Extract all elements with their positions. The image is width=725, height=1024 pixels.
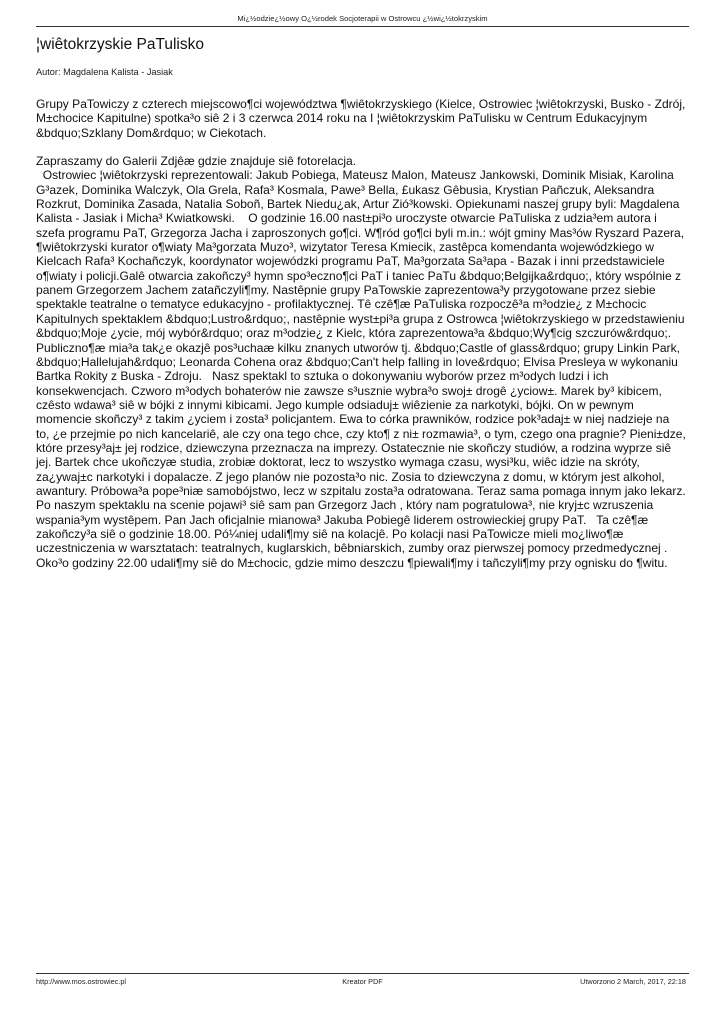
article-content xyxy=(36,97,689,570)
article-intro: Grupy PaTowiczy z czterech miejscowo¶ci województwa ¶wiêtokrzyskiego (Kielce, Ostrowiec ¦wiêtokrzyski, Busko - Zdrój, M±chocice Kapitulne) spotka³o siê 2 i 3 czerwca 2014 roku na I ¦wiêtokrzyskim PaTulisku w Centrum Edukacyjnym &bdquo;Szklany Dom&rdquo; w Ciekotach. xyxy=(36,97,689,140)
header-divider xyxy=(36,26,689,27)
page-header: Mi¿½odzie¿½owy O¿½rodek Socjoterapii w Ostrowcu ¿½wi¿½tokrzyskim xyxy=(237,14,488,23)
site-link[interactable]: http://www.mos.ostrowiec.pl xyxy=(36,977,127,986)
footer-created-date: Utworzono 2 March, 2017, 22:18 xyxy=(580,977,686,986)
footer-generator: Kreator PDF xyxy=(342,977,383,986)
footer-divider xyxy=(36,973,689,974)
article-body: Zapraszamy do Galerii Zdjêæ gdzie znajduje siê fotorelacja. Ostrowiec ¦wiêtokrzyski reprezentowali: Jakub Pobiega, Mateusz Malon, Mateusz Jankowski, Dominik Misiak, Karolina G³azek, Dominika Walczyk, Ola Grela, Rafa³ Kosmala, Pawe³ Bella, £ukasz Gêbusia, Krystian Pañczuk, Aleksandra Rozkrut, Dominika Zasada, Natalia Soboñ, Bartek Niedu¿ak, Artur Zió³kowski. Opiekunami naszej grupy byli: Magdalena Kalista - Jasiak i Micha³ Kwiatkowski. O godzinie 16.00 nast±pi³o uroczyste otwarcie PaTuliska z udzia³em autora i szefa programu PaT, Grzegorza Jacha i zaproszonych go¶ci. W¶ród go¶ci byli m.in.: wójt gminy Mas³ów Ryszard Pazera, ¶wiêtokrzyski kurator o¶wiaty Ma³gorzata Muzo³, wizytator Teresa Kmiecik, zastêpca komendanta wojewódzkiego w Kielcach Rafa³ Kochañczyk, koordynator wojewódzki programu PaT, Ma³gorzata Sa³apa - Bazak i inni przedstawiciele o¶wiaty i policji.Galê otwarcia zakoñczy³ hymn spo³eczno¶ci PaT i taniec PaTu &bdquo;Belgijka&rdquo;, który wspólnie z panem Grzegorzem Jachem zatañczyli¶my. Nastêpnie grupy PaTowskie zaprezentowa³y przygotowane przez siebie spektakle teatralne o tematyce edukacyjno - profilaktycznej. Tê czê¶æ PaTuliska rozpoczê³a m³odzie¿ z M±chocic Kapitulnych spektaklem &bdquo;Lustro&rdquo;, nastêpnie wyst±pi³a grupa z Ostrowca ¦wiêtokrzyskiego w przedstawieniu &bdquo;Moje ¿ycie, mój wybór&rdquo; oraz m³odzie¿ z Kielc, która zaprezentowa³a &bdquo;Wy¶cig szczurów&rdquo;. Publiczno¶æ mia³a tak¿e okazjê pos³uchaæ kilku znanych utworów tj. &bdquo;Castle of glass&rdquo; grupy Linkin Park, &bdquo;Hallelujah&rdquo; Leonarda Cohena oraz &bdquo;Can't help falling in love&rdquo; Elvisa Presleya w wykonaniu Bartka Rokity z Buska - Zdroju. Nasz spektakl to sztuka o dokonywaniu wyborów przez m³odych ludzi i ich konsekwencjach. Czworo m³odych bohaterów nie zawsze s³usznie wybra³o swoj± drogê ¿yciow±. Marek by³ kibicem, czêsto wdawa³ siê w bójki z innymi kibicami. Jego kumple odsiaduj± wiêzienie za narkotyki, bójki. On w pewnym momencie skoñczy³ z takim ¿yciem i zosta³ policjantem. Ewa to córka prawników, rodzice pok³adaj± w niej nadzieje na to, ¿e przejmie po nich kancelariê, ale czy ona tego chce, czy kto¶ z ni± rozmawia³, o tym, czego ona pragnie? Pieni±dze, które przesy³aj± jej rodzice, dziewczyna przeznacza na imprezy. Ostatecznie nie skoñczy studiów, a rodzina wyprze siê jej. Bartek chce ukoñczyæ studia, zrobiæ doktorat, lecz to wszystko wymaga czasu, wysi³ku, wiêc idzie na skróty, za¿ywaj±c narkotyki i dopalacze. Z jego planów nie pozosta³o nic. Zosia to dziewczyna z domu, w którym jest alkohol, awantury. Próbowa³a pope³niæ samobójstwo, lecz w szpitalu zosta³a odratowana. Teraz sama pomaga innym jako lekarz. Po naszym spektaklu na scenie pojawi³ siê sam pan Grzegorz Jach , który nam pogratulowa³, nie kryj±c wzruszenia wspania³ym wystêpem. Pan Jach oficjalnie mianowa³ Jakuba Pobiegê liderem ostrowieckiej grupy PaT. Ta czê¶æ zakoñczy³a siê o godzinie 18.00. Pó¼niej udali¶my siê na kolacjê. Po kolacji nasi PaTowicze mieli mo¿liwo¶æ uczestniczenia w warsztatach: teatralnych, kuglarskich, bêbniarskich, zumby oraz pierwszej pomocy przedmedycznej . Oko³o godziny 22.00 udali¶my siê do M±chocic, gdzie mimo deszczu ¶piewali¶my i tañczyli¶my przy ognisku do ¶witu. xyxy=(36,154,686,570)
article-title: ¦wiêtokrzyskie PaTulisko xyxy=(36,36,204,53)
article-author: Autor: Magdalena Kalista - Jasiak xyxy=(36,67,173,77)
